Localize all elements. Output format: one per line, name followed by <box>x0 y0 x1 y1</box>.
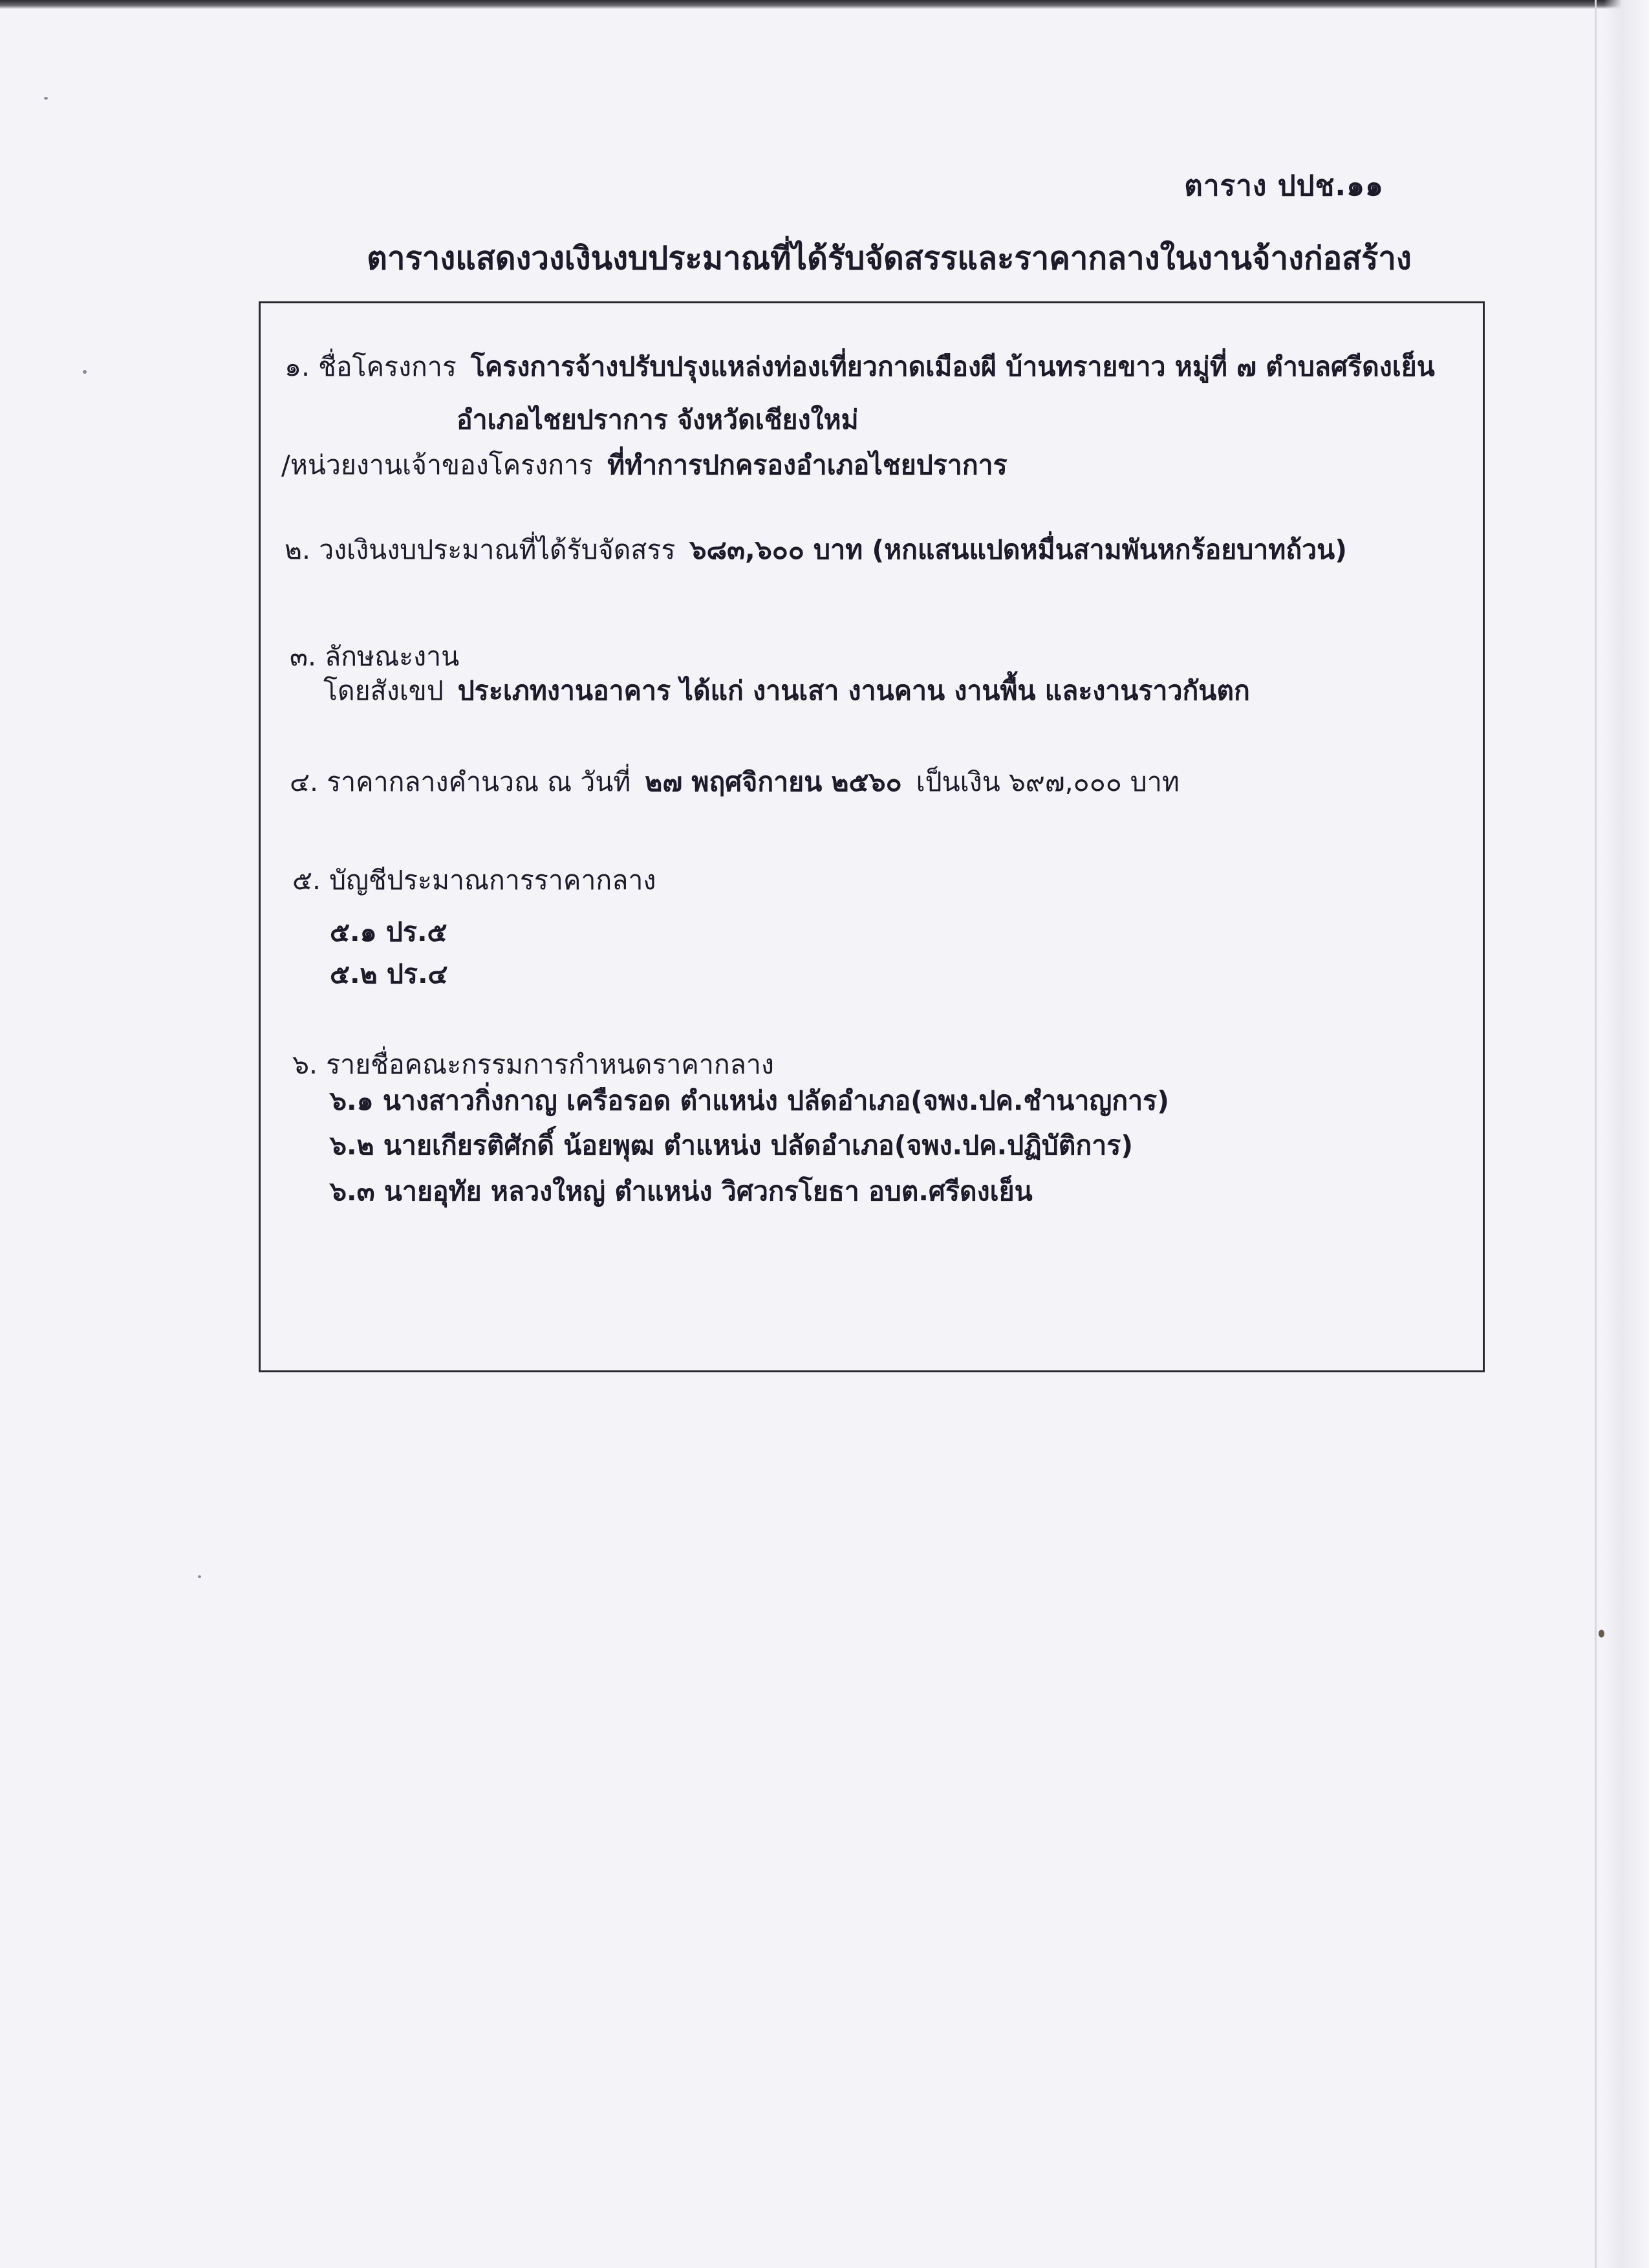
estimate-item: ๕.๒ ปร.๔ <box>330 958 448 989</box>
section-1-row <box>285 346 1435 388</box>
section-6-label: ๖. รายชื่อคณะกรรมการกำหนดราคากลาง <box>292 1049 774 1080</box>
committee-member: ๖.๓ นายอุทัย หลวงใหญ่ ตำแหน่ง วิศวกรโยธา อบต.ศรีดงเย็น <box>330 1176 1033 1207</box>
estimate-item: ๕.๑ ปร.๕ <box>330 916 447 947</box>
scan-edge-top <box>0 0 1649 9</box>
agency-label: /หน่วยงานเจ้าของโครงการ <box>281 449 594 481</box>
summary-value: ประเภทงานอาคาร ได้แก่ งานเสา งานคาน งานพื้น และงานราวกันตก <box>457 675 1250 706</box>
section-2-label: ๒. วงเงินงบประมาณที่ได้รับจัดสรร <box>285 534 676 565</box>
reference-price: เป็นเงิน ๖๙๗,๐๐๐ บาท <box>916 766 1180 797</box>
scan-speck <box>83 370 87 374</box>
section-1-label: ๑. ชื่อโครงการ <box>285 351 457 382</box>
section-5-label: ๕. บัญชีประมาณการราคากลาง <box>292 865 656 896</box>
section-4-label: ๔. ราคากลางคำนวณ ณ วันที่ <box>290 766 631 797</box>
scan-speck <box>1599 1630 1604 1637</box>
project-name-line2: อำเภอไชยปราการ จังหวัดเชียงใหม่ <box>457 404 859 435</box>
form-code: ตาราง ปปช.๑๑ <box>1184 169 1384 202</box>
scan-speck <box>44 97 48 100</box>
committee-member: ๖.๑ นางสาวกิ่งกาญ เครือรอด ตำแหน่ง ปลัดอำเภอ(จพง.ปค.ชำนาญการ) <box>330 1085 1169 1116</box>
reference-date: ๒๗ พฤศจิกายน ๒๕๖๐ <box>645 766 902 797</box>
scan-speck <box>198 1575 201 1578</box>
committee-member: ๖.๒ นายเกียรติศักดิ์ น้อยพุฒ ตำแหน่ง ปลัดอำเภอ(จพง.ปค.ปฏิบัติการ) <box>330 1130 1133 1161</box>
scan-edge-right <box>1604 0 1649 2268</box>
page-title: ตารางแสดงวงเงินงบประมาณที่ได้รับจัดสรรและราคากลางในงานจ้างก่อสร้าง <box>367 240 1412 277</box>
scan-edge-line <box>1595 0 1597 2268</box>
agency-value: ที่ทำการปกครองอำเภอไชยปราการ <box>607 449 1008 481</box>
summary-label: โดยสังเขป <box>323 675 444 706</box>
agency-row <box>281 444 1008 486</box>
section-3-label: ๓. ลักษณะงาน <box>290 641 460 672</box>
section-3-summary <box>323 670 1250 712</box>
project-name-line1: โครงการจ้างปรับปรุงแหล่งท่องเที่ยวกาดเมืองผี บ้านทรายขาว หมู่ที่ ๗ ตำบลศรีดงเย็น <box>470 351 1435 382</box>
section-2-row <box>285 529 1347 571</box>
section-4-row <box>290 761 1180 803</box>
budget-amount: ๖๘๓,๖๐๐ บาท (หกแสนแปดหมื่นสามพันหกร้อยบาทถ้วน) <box>689 534 1347 565</box>
